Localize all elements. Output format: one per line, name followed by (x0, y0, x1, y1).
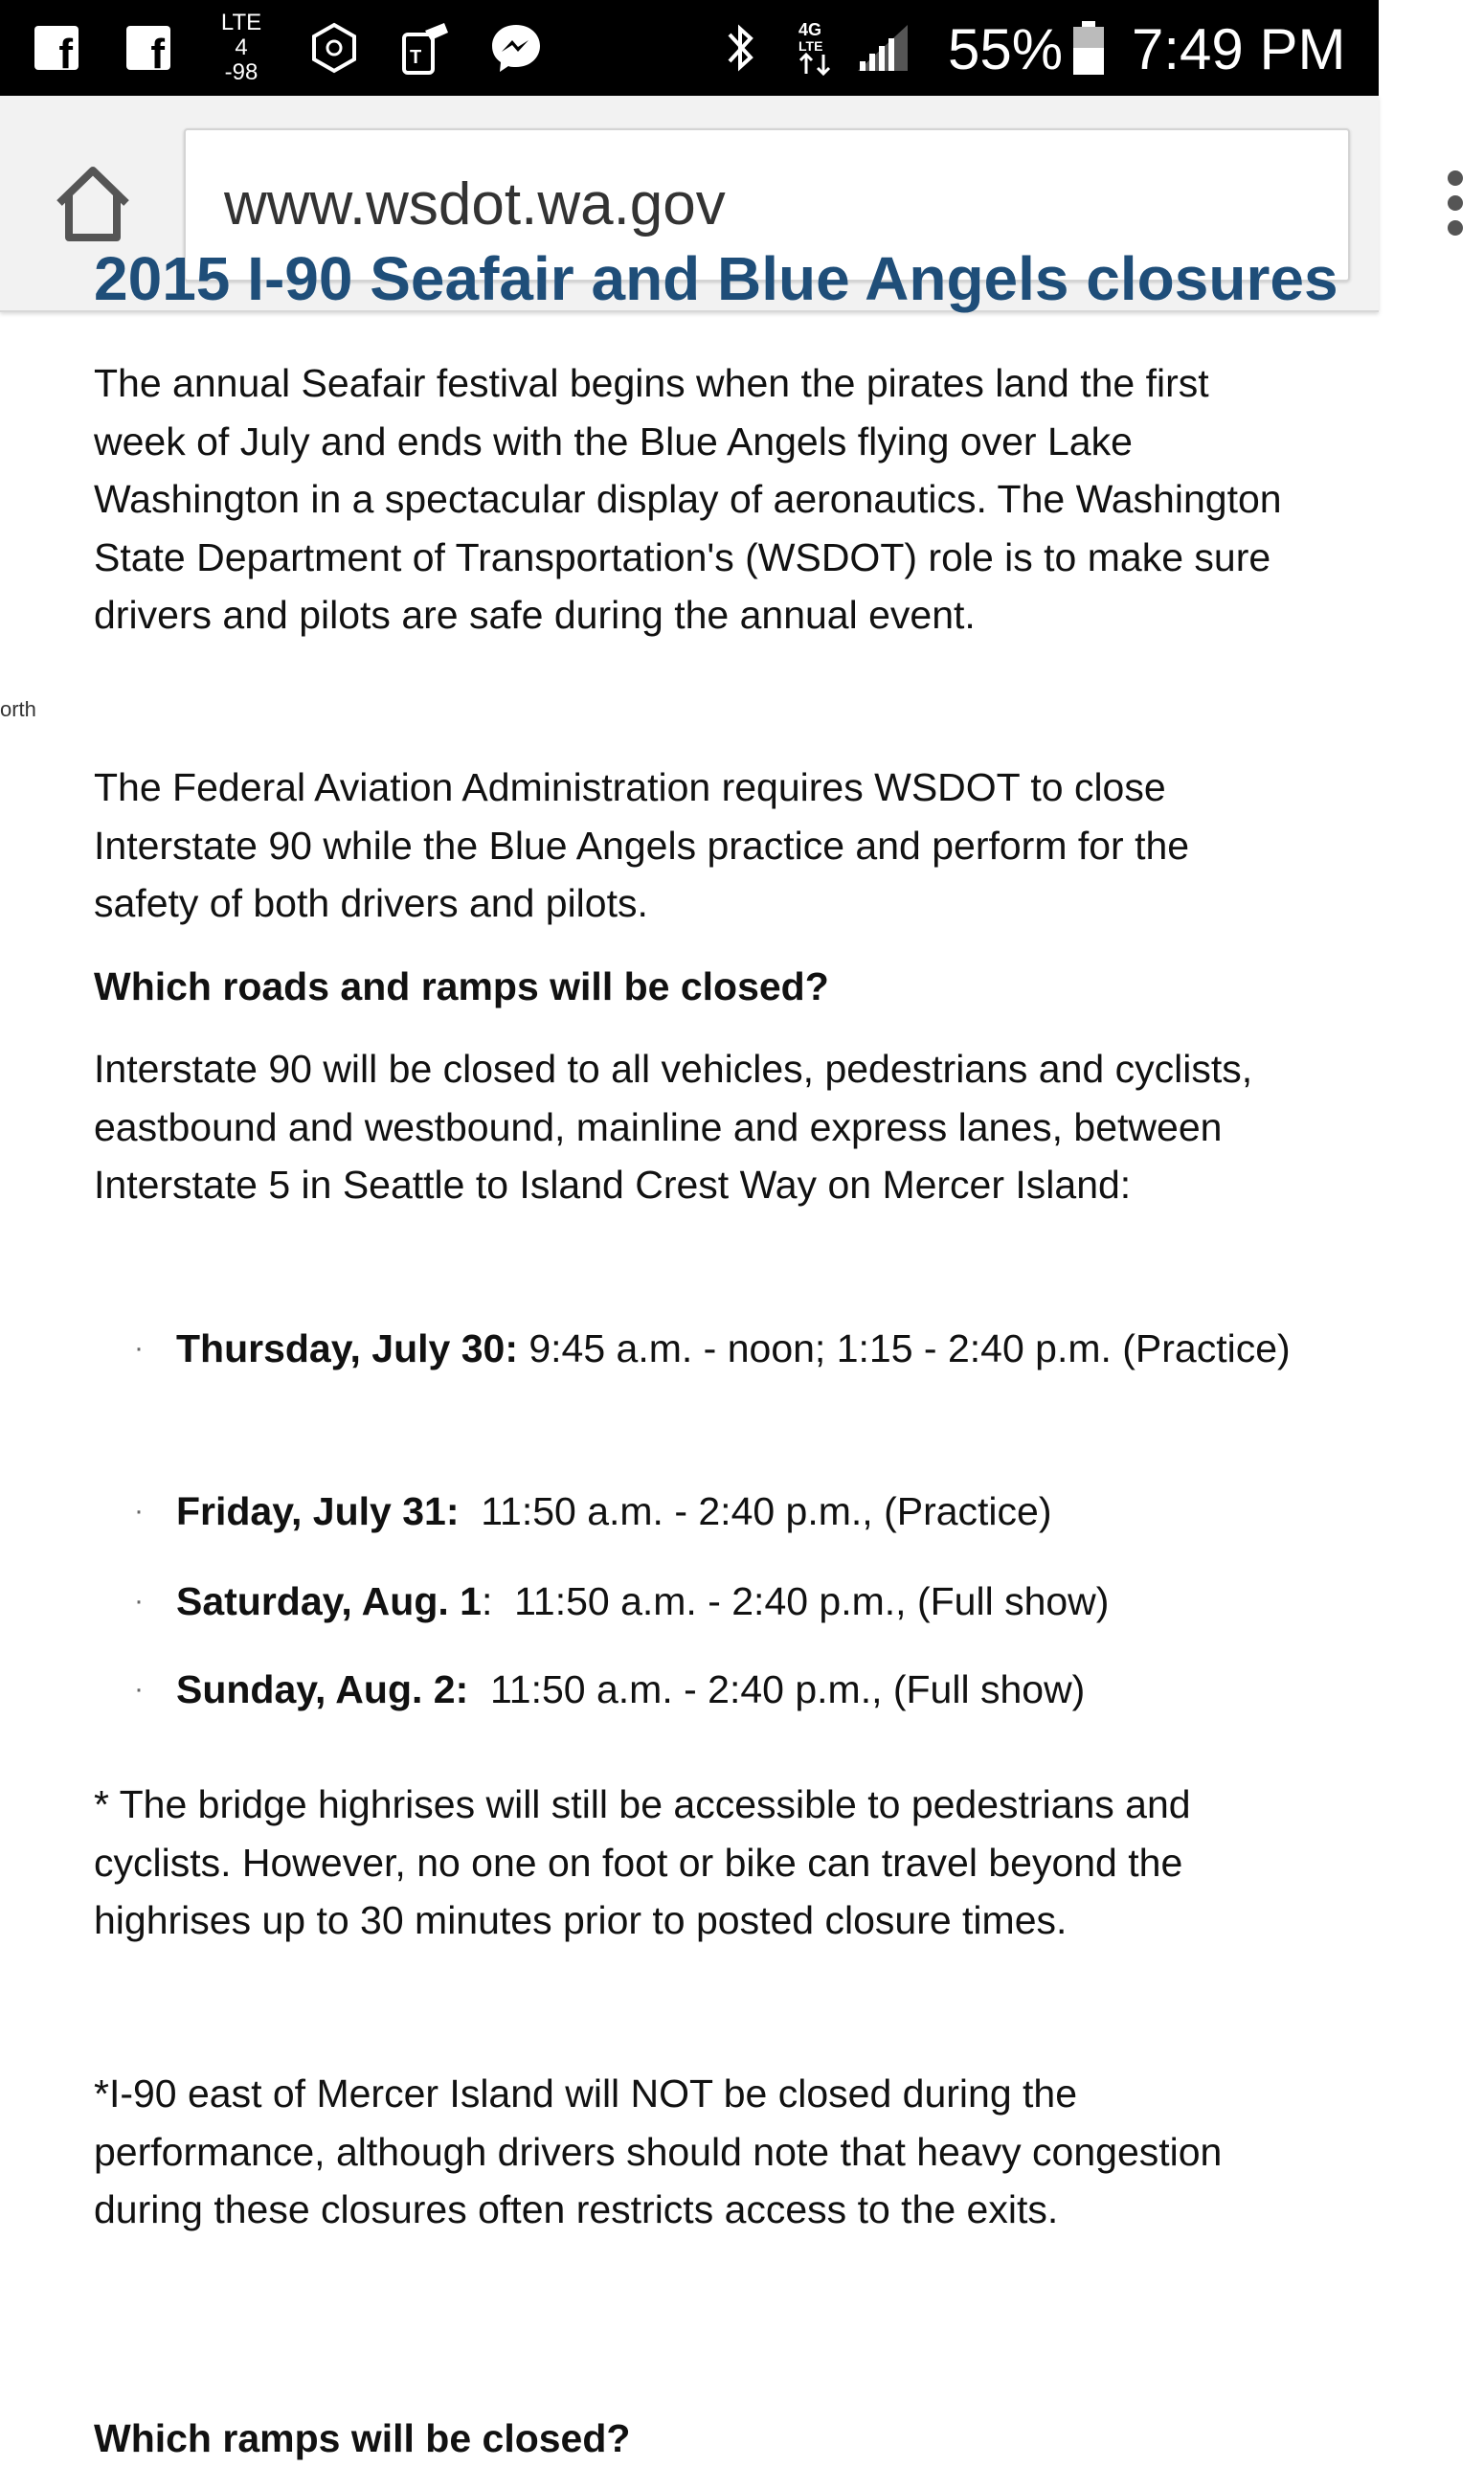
bullet-icon: · (134, 1673, 144, 1705)
hexagon-app-icon (308, 21, 360, 75)
faa-paragraph: The Federal Aviation Administration requires WSDOT to close Interstate 90 while the Blue Angels practice and perform for the safety of both drivers and pilots. (94, 765, 1190, 925)
bridge-note: * The bridge highrises will still be accessible to pedestrians and cyclists. However, no one on foot or bike can travel beyond the highrises up to 30 minutes prior to posted closure times. (94, 1782, 1191, 1942)
closure-times: : 11:50 a.m. - 2:40 p.m., (Full show) (481, 1579, 1110, 1623)
home-icon[interactable] (50, 161, 136, 247)
tmobile-icon (396, 21, 452, 75)
east-note: *I-90 east of Mercer Island will NOT be closed during the performance, although drivers should note that heavy congestion during these closures often restricts access to the exits. (94, 2071, 1223, 2231)
closure-day: Friday, July 31: (176, 1489, 460, 1533)
bullet-icon: · (134, 1495, 144, 1527)
svg-text:4G: 4G (798, 20, 822, 39)
url-text[interactable]: www.wsdot.wa.gov (224, 171, 726, 238)
svg-text:T: T (410, 47, 422, 68)
roads-paragraph: Interstate 90 will be closed to all vehicles, pedestrians and cyclists, eastbound and westbound, mainline and express lanes, between Interstate 5 in Seattle to Island Crest Way on Mercer Island: (94, 1047, 1253, 1207)
facebook-icon: f (126, 21, 170, 75)
closure-times: 9:45 a.m. - noon; 1:15 - 2:40 p.m. (Practice) (517, 1326, 1291, 1370)
cell-signal-icon (854, 21, 913, 75)
bullet-icon: · (134, 1585, 144, 1617)
clock: 7:49 PM (1132, 17, 1346, 81)
closure-times: 11:50 a.m. - 2:40 p.m., (Practice) (459, 1489, 1052, 1533)
clipped-sidebar-text: orth (0, 697, 36, 721)
closure-day: Sunday, Aug. 2: (176, 1667, 469, 1711)
closure-times: 11:50 a.m. - 2:40 p.m., (Full show) (468, 1667, 1086, 1711)
overflow-menu-icon[interactable] (1427, 170, 1484, 238)
battery-percent: 55% (948, 17, 1064, 81)
svg-text:LTE: LTE (798, 38, 823, 54)
bluetooth-icon (722, 21, 760, 75)
status-bar (0, 0, 1379, 96)
lte-signal-badge: LTE 4 -98 (220, 10, 262, 85)
intro-paragraph: The annual Seafair festival begins when the pirates land the first week of July and ends with the Blue Angels flying over Lake Washington in a spectacular display of aeronautics. The Washington State Department of Transportation's (WSDOT) role is to make sure drivers and pilots are safe during the annual event. (94, 361, 1282, 637)
closure-day: Saturday, Aug. 1 (176, 1579, 482, 1623)
4g-lte-data-icon (795, 21, 839, 75)
closure-day: Thursday, July 30: (176, 1326, 518, 1370)
article-heading: 2015 I-90 Seafair and Blue Angels closures (94, 244, 1338, 313)
ramps-subheading: Which ramps will be closed? (94, 2416, 631, 2460)
roads-subheading: Which roads and ramps will be closed? (94, 964, 829, 1008)
messenger-icon (488, 21, 544, 75)
bullet-icon: · (134, 1332, 144, 1364)
battery-icon (1070, 21, 1107, 75)
facebook-icon: f (34, 21, 79, 75)
